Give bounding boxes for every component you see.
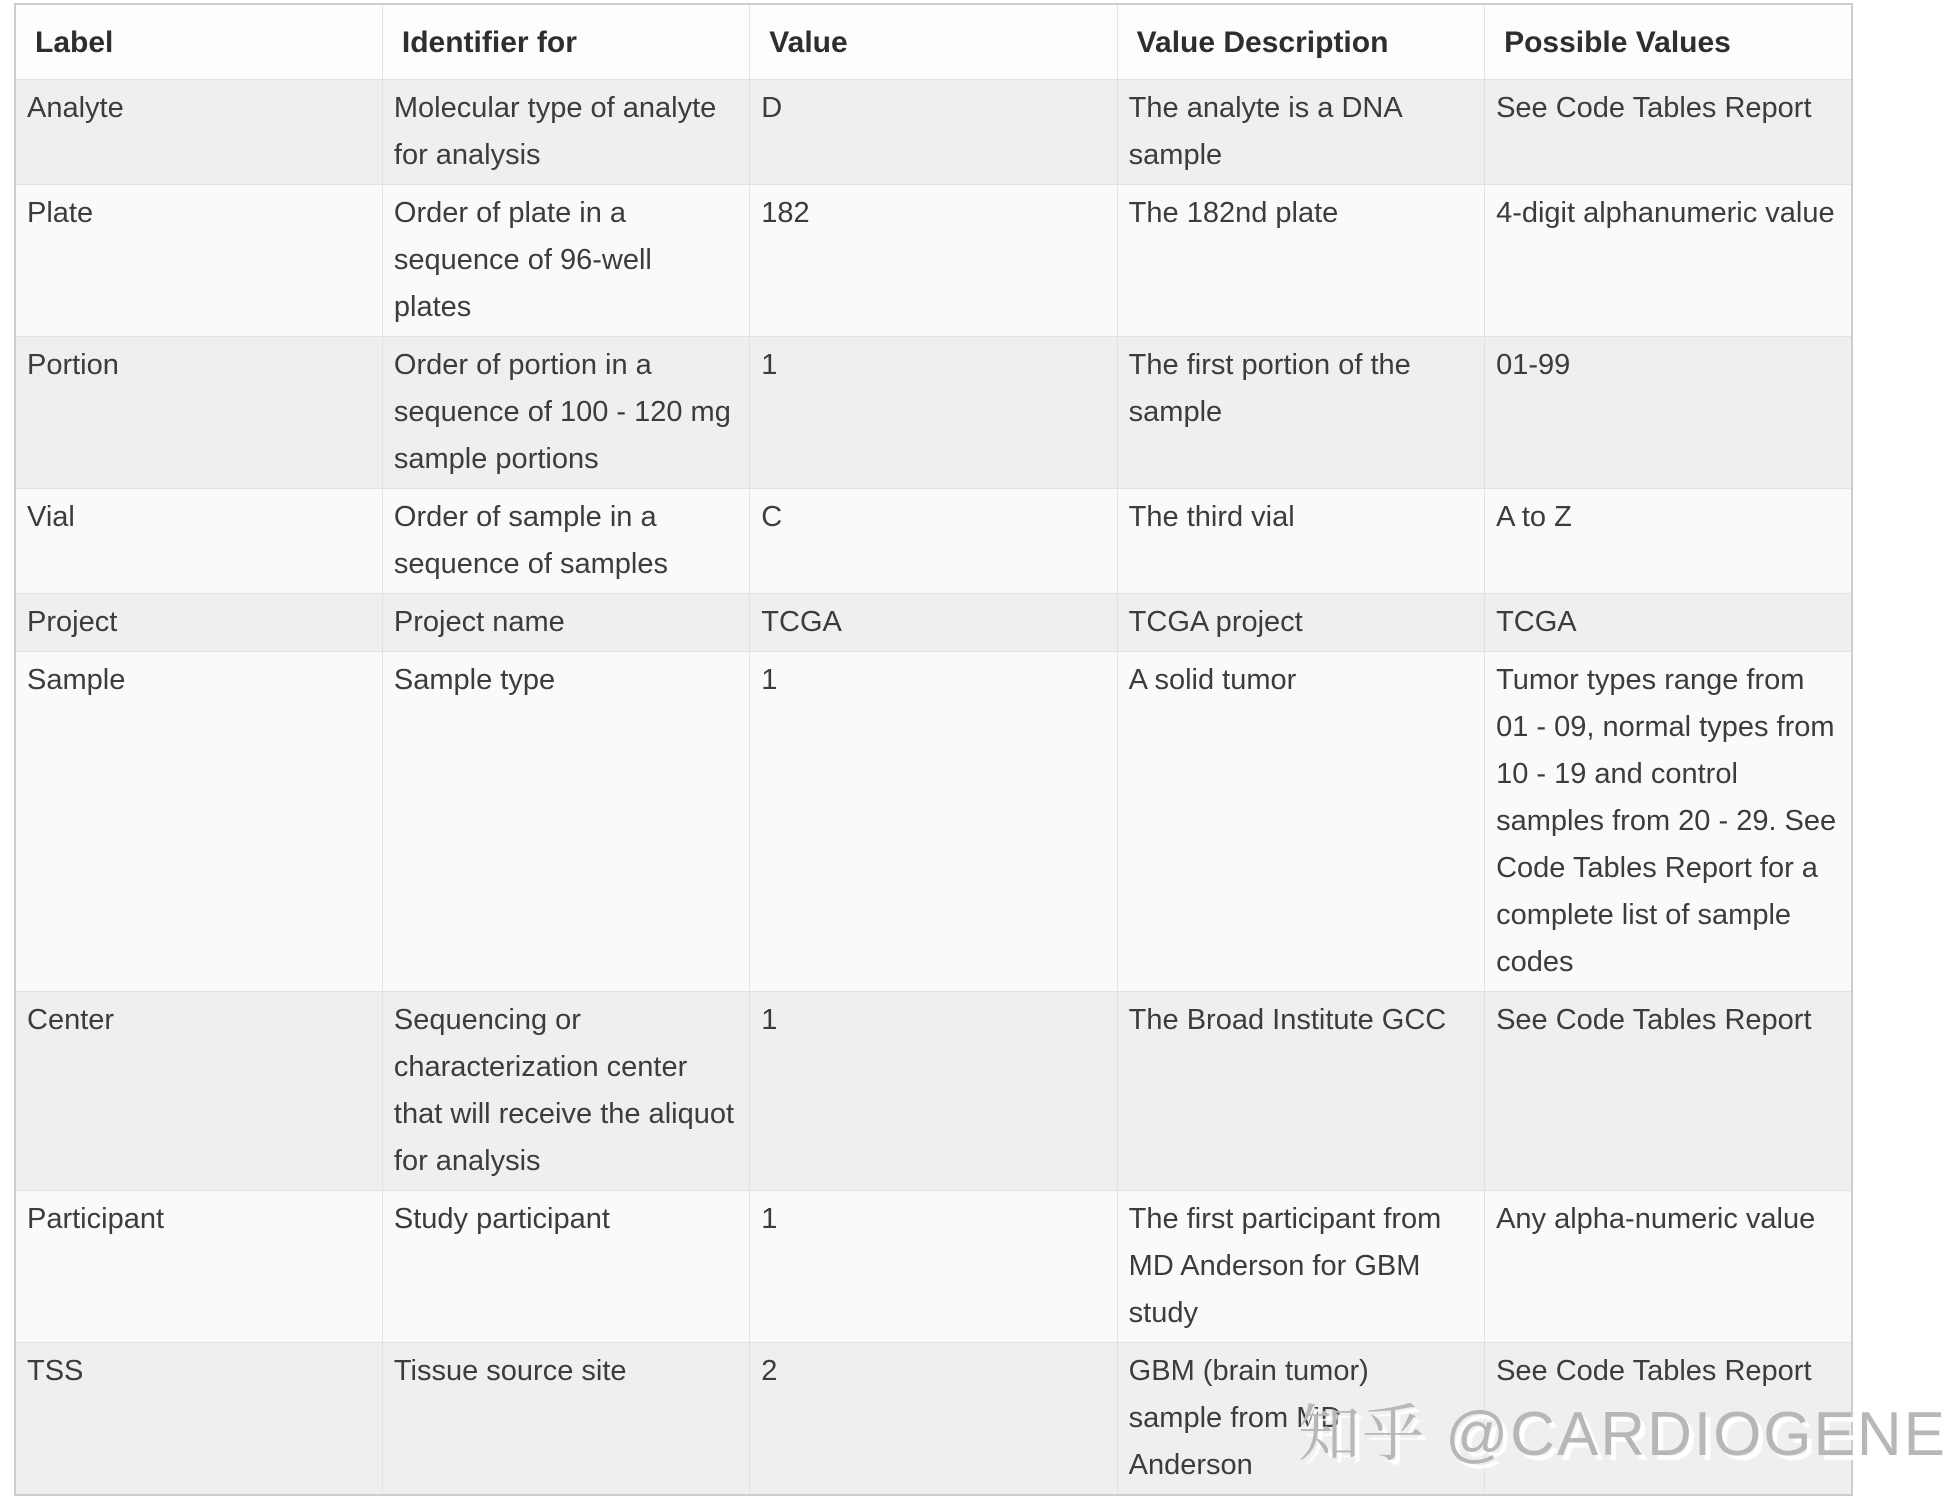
table-body	[15, 80, 1852, 1496]
cell-possible-values: 4-digit alphanumeric value	[1485, 185, 1852, 337]
column-header-value: Value	[750, 4, 1117, 80]
cell-identifier-for: Study participant	[382, 1191, 749, 1343]
cell-label: Portion	[15, 337, 382, 489]
cell-value-description: The first portion of the sample	[1117, 337, 1484, 489]
cell-value: 1	[750, 992, 1117, 1191]
cell-value-description: The third vial	[1117, 489, 1484, 594]
cell-identifier-for: Order of sample in a sequence of samples	[382, 489, 749, 594]
cell-possible-values: 01-99	[1485, 337, 1852, 489]
table-row	[15, 337, 1852, 489]
cell-value-description: A solid tumor	[1117, 652, 1484, 992]
cell-label: Center	[15, 992, 382, 1191]
table-row	[15, 992, 1852, 1191]
cell-value: 1	[750, 1191, 1117, 1343]
cell-value-description: The analyte is a DNA sample	[1117, 80, 1484, 185]
cell-identifier-for: Molecular type of analyte for analysis	[382, 80, 749, 185]
cell-value-description: TCGA project	[1117, 594, 1484, 652]
table-row	[15, 1343, 1852, 1496]
cell-label: Plate	[15, 185, 382, 337]
cell-possible-values: Any alpha-numeric value	[1485, 1191, 1852, 1343]
cell-value-description: The 182nd plate	[1117, 185, 1484, 337]
cell-possible-values: See Code Tables Report	[1485, 80, 1852, 185]
cell-possible-values: Tumor types range from 01 - 09, normal types from 10 - 19 and control samples from 20 - 29. See Code Tables Report for a complete list of sample codes	[1485, 652, 1852, 992]
cell-possible-values: See Code Tables Report	[1485, 992, 1852, 1191]
cell-identifier-for: Sequencing or characterization center that will receive the aliquot for analysis	[382, 992, 749, 1191]
cell-identifier-for: Tissue source site	[382, 1343, 749, 1496]
cell-possible-values: TCGA	[1485, 594, 1852, 652]
cell-value-description: The Broad Institute GCC	[1117, 992, 1484, 1191]
table-row	[15, 489, 1852, 594]
cell-value: 1	[750, 337, 1117, 489]
cell-value: TCGA	[750, 594, 1117, 652]
column-header-identifier-for: Identifier for	[382, 4, 749, 80]
watermark: 知乎 @CARDIOGENE	[1298, 1400, 1947, 1469]
cell-label: Vial	[15, 489, 382, 594]
table-row	[15, 594, 1852, 652]
cell-identifier-for: Project name	[382, 594, 749, 652]
column-header-value-description: Value Description	[1117, 4, 1484, 80]
cell-value-description: GBM (brain tumor) sample from MD Anderson	[1117, 1343, 1484, 1496]
cell-label: Analyte	[15, 80, 382, 185]
cell-possible-values: A to Z	[1485, 489, 1852, 594]
barcode-fields-table	[14, 3, 1853, 1496]
cell-label: Participant	[15, 1191, 382, 1343]
cell-label: TSS	[15, 1343, 382, 1496]
table-row	[15, 185, 1852, 337]
table-row	[15, 1191, 1852, 1343]
table-row	[15, 652, 1852, 992]
cell-identifier-for: Order of portion in a sequence of 100 - 120 mg sample portions	[382, 337, 749, 489]
cell-identifier-for: Order of plate in a sequence of 96-well plates	[382, 185, 749, 337]
cell-value-description: The first participant from MD Anderson for GBM study	[1117, 1191, 1484, 1343]
column-header-possible-values: Possible Values	[1485, 4, 1852, 80]
cell-value: 182	[750, 185, 1117, 337]
cell-label: Project	[15, 594, 382, 652]
cell-value: 2	[750, 1343, 1117, 1496]
table-row	[15, 80, 1852, 185]
cell-value: C	[750, 489, 1117, 594]
cell-label: Sample	[15, 652, 382, 992]
cell-value: 1	[750, 652, 1117, 992]
cell-value: D	[750, 80, 1117, 185]
table-header-row	[15, 4, 1852, 80]
column-header-label: Label	[15, 4, 382, 80]
cell-identifier-for: Sample type	[382, 652, 749, 992]
table-header	[15, 4, 1852, 80]
cell-possible-values: See Code Tables Report	[1485, 1343, 1852, 1496]
